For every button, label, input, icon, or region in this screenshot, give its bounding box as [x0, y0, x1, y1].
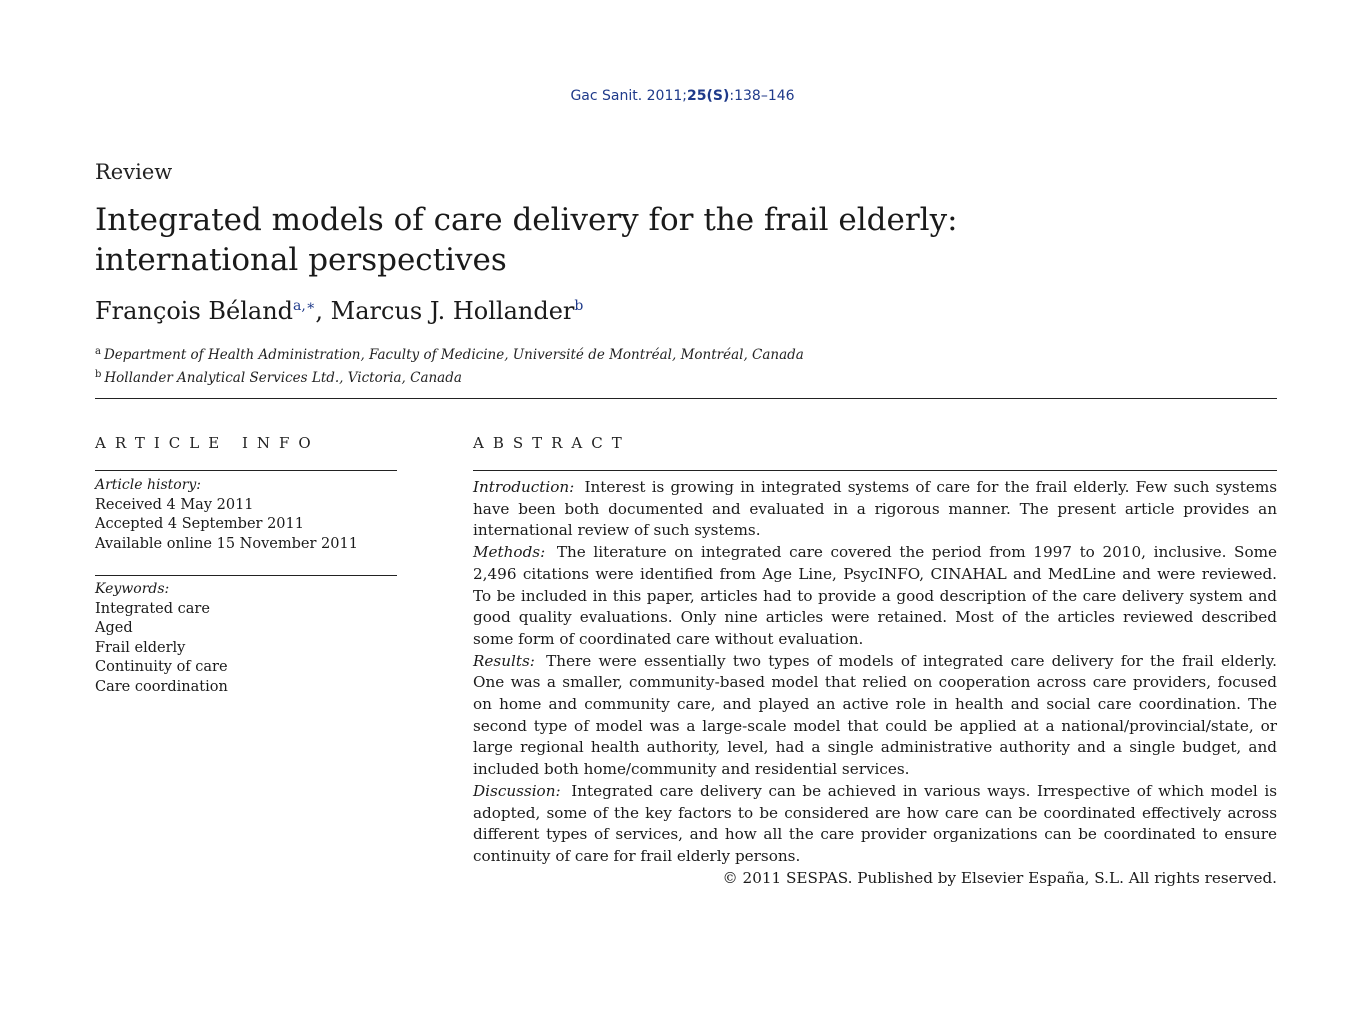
history-accepted: Accepted 4 September 2011 — [95, 516, 304, 533]
section-text: Integrated care delivery can be achieved in various ways. Irrespective of which model is adopted, some of the key factors to be considered are how care can be coordinated effectively across different types of services, and how all the care provider organizations can be coordinated to ensure continuity of care for frail elderly persons. — [473, 781, 1277, 865]
keywords — [95, 580, 395, 698]
keywords-label: Keywords: — [95, 581, 170, 597]
section-label: Results: — [473, 651, 535, 670]
section-label: Discussion: — [473, 781, 561, 800]
affiliation-item — [95, 342, 804, 365]
history-received: Received 4 May 2011 — [95, 496, 254, 513]
author-name: François Béland — [95, 297, 294, 325]
abstract-body — [473, 477, 1277, 889]
article-info-divider — [95, 470, 397, 471]
copyright: © 2011 SESPAS. Published by Elsevier España, S.L. All rights reserved. — [722, 868, 1277, 887]
abstract-heading: ABSTRACT — [473, 434, 631, 452]
article-title — [95, 200, 995, 280]
author-name: Marcus J. Hollander — [330, 297, 575, 325]
header-divider — [95, 398, 1277, 399]
article-history — [95, 476, 395, 554]
affiliation-mark: b — [95, 369, 102, 380]
abstract-divider — [473, 470, 1277, 471]
section-text: There were essentially two types of models of integrated care delivery for the frail elderly. One was a smaller, community-based model that relied on cooperation across care providers, focused on home and community care, and played an active role in health and social care coordination. The second type of model was a large-scale model that could be applied at a national/provincial/state, or large regional health authority, level, had a single administrative authority and a single budget, and included both home/community and residential services. — [473, 651, 1278, 779]
history-label: Article history: — [95, 477, 202, 493]
journal-reference[interactable] — [0, 88, 1365, 104]
journal-name: Gac Sanit. 2011; — [570, 88, 687, 104]
section-label: Methods: — [473, 543, 546, 562]
affiliation-mark: a — [95, 346, 101, 357]
keyword-item: Care coordination — [95, 678, 228, 695]
keyword-item: Integrated care — [95, 600, 210, 617]
affiliation-text: Hollander Analytical Services Ltd., Victoria, Canada — [104, 370, 462, 386]
affiliation-text: Department of Health Administration, Faculty of Medicine, Université de Montréal, Montréal, Canada — [103, 347, 804, 363]
title-line-1: Integrated models of care delivery for the frail elderly: — [95, 202, 958, 238]
author-affiliation-link[interactable]: b — [574, 298, 584, 314]
article-info-heading: ARTICLE INFO — [95, 434, 320, 452]
author-affiliation-link[interactable]: a,∗ — [293, 298, 316, 314]
section-text: The literature on integrated care covered the period from 1997 to 2010, inclusive. Some 2,496 citations were identified from Age Line, PsycINFO, CINAHAL and MedLine and were reviewed. To be included in this paper, articles had to provide a good description of the care delivery system and good quality evaluations. Only nine articles were retained. Most of the articles reviewed described some form of coordinated care without evaluation. — [473, 543, 1277, 648]
article-type: Review — [95, 160, 173, 184]
abstract-discussion — [473, 781, 1277, 868]
abstract-results — [473, 651, 1277, 781]
section-text: Interest is growing in integrated systems of care for the frail elderly. Few such systems have been both documented and evaluated in a rigorous manner. The present article provides an international review of such systems. — [473, 478, 1278, 540]
title-line-2: international perspectives — [95, 242, 507, 278]
abstract-methods — [473, 542, 1277, 651]
author-list: François Béland$^{a,∗}$, Marcus J. Hollander$^b$ — [95, 297, 584, 325]
abstract-introduction — [473, 477, 1277, 542]
keyword-item: Frail elderly — [95, 639, 186, 656]
section-label: Introduction: — [473, 478, 575, 496]
keyword-item: Aged — [95, 620, 133, 637]
affiliation-item — [95, 365, 804, 388]
journal-volume: 25(S) — [687, 88, 730, 104]
keywords-divider — [95, 575, 397, 576]
keyword-item: Continuity of care — [95, 659, 228, 676]
history-online: Available online 15 November 2011 — [95, 535, 358, 552]
journal-pages: :138–146 — [729, 88, 795, 104]
affiliations — [95, 342, 804, 388]
